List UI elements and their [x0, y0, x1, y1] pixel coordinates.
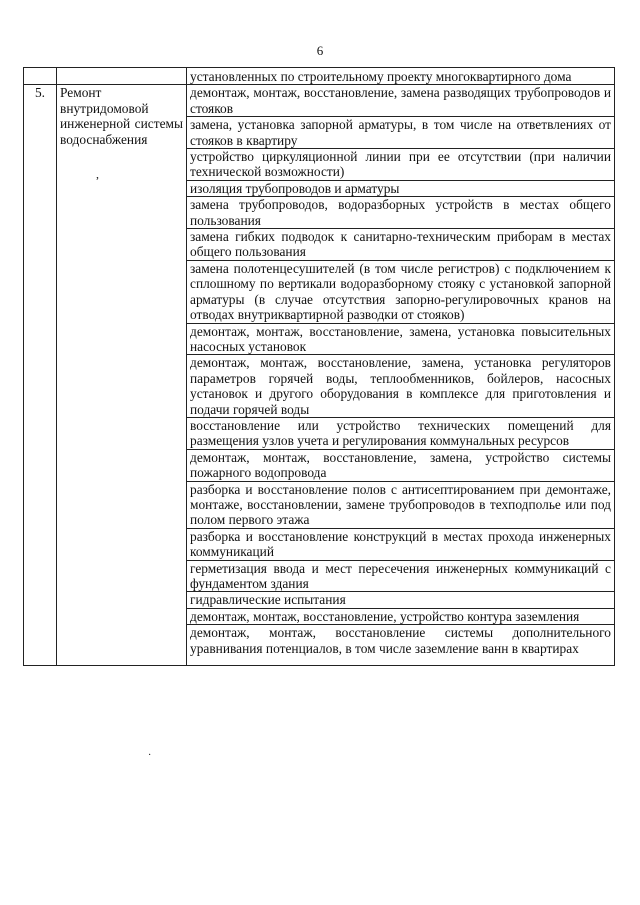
scan-mark: ·	[148, 750, 152, 761]
work-item-cell: гидравлические испытания	[187, 592, 615, 608]
section-number-cell: 5.	[24, 85, 57, 666]
work-item-cell: замена гибких подводок к санитарно-техническим приборам в местах общего пользования	[187, 229, 615, 261]
work-item-cell: восстановление или устройство технических помещений для размещения узлов учета и регулирования коммунальных ресурсов	[187, 417, 615, 449]
work-item-cell: замена полотенцесушителей (в том числе регистров) с подключением к сплошному по вертикали водоразборному стояку с установкой запорной арматуры (в случае отсутствия запорно-регулировочных кранов на отводах внутриквартирной разводки от стояков)	[187, 260, 615, 323]
section-row	[24, 85, 615, 117]
work-item-cell: изоляция трубопроводов и арматуры	[187, 180, 615, 196]
work-item-cell: демонтаж, монтаж, восстановление системы дополнительного уравнивания потенциалов, в том числе заземление ванн в квартирах	[187, 625, 615, 666]
work-item-cell: демонтаж, монтаж, восстановление, замена, устройство системы пожарного водопровода	[187, 449, 615, 481]
page-number: 6	[316, 43, 324, 58]
scan-mark: ,	[96, 167, 99, 181]
works-table	[23, 67, 615, 666]
continuation-number-cell	[24, 68, 57, 85]
continuation-row	[24, 68, 615, 85]
work-item-cell: демонтаж, монтаж, восстановление, устройство контура заземления	[187, 608, 615, 624]
work-item-cell: замена трубопроводов, водоразборных устройств в местах общего пользования	[187, 197, 615, 229]
work-item-cell: демонтаж, монтаж, восстановление, замена, установка повысительных насосных установок	[187, 323, 615, 355]
work-item-cell: демонтаж, монтаж, восстановление, замена, установка регуляторов параметров горячей воды, теплообменников, бойлеров, насосных установок и другого оборудования в комплексе для приготовления и подачи горячей воды	[187, 355, 615, 418]
work-item-cell: устройство циркуляционной линии при ее отсутствии (при наличии технической возможности)	[187, 149, 615, 181]
continuation-text-cell: установленных по строительному проекту многоквартирного дома	[187, 68, 615, 85]
work-item-cell: герметизация ввода и мест пересечения инженерных коммуникаций с фундаментом здания	[187, 560, 615, 592]
work-item-cell: разборка и восстановление конструкций в местах прохода инженерных коммуникаций	[187, 528, 615, 560]
continuation-name-cell	[57, 68, 187, 85]
work-item-cell: замена, установка запорной арматуры, в том числе на ответвлениях от стояков в квартиру	[187, 117, 615, 149]
section-name-cell: Ремонт внутридомовой инженерной системы водоснабжения	[57, 85, 187, 666]
work-item-cell: разборка и восстановление полов с антисептированием при демонтаже, монтаже, восстановлении, замене трубопроводов в техподполье или под полом первого этажа	[187, 481, 615, 528]
work-item-cell: демонтаж, монтаж, восстановление, замена разводящих трубопроводов и стояков	[187, 85, 615, 117]
